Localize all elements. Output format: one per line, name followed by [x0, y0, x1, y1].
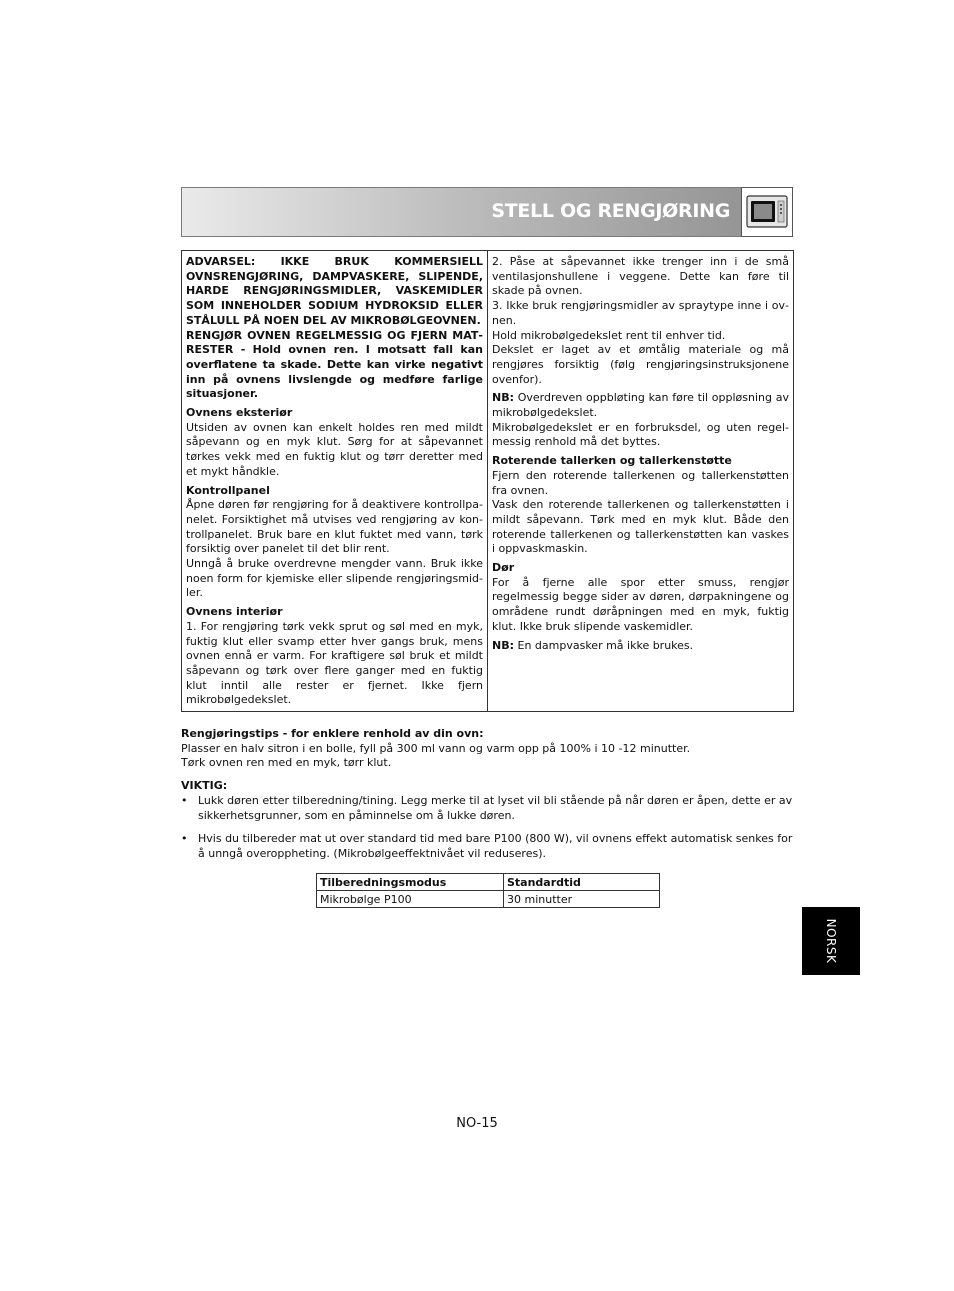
warning-text: ADVARSEL: IKKE BRUK KOMMERSIELL OVNSRENGJØRING, DAMPVASKERE, SLIPENDE, HARDE RENGJØRINGSMIDLER, VASKEMIDLER SOM INNEHOLDER SODIUM HYDROKSID ELLER STÅLULL PÅ NOEN DEL AV MIKROBØLGEOVNEN. — [186, 255, 483, 327]
turntable-text-2: Vask den roterende tallerkenen og tallerkenstøtten i mildt såpevann. Tørk med en myk klut. Både den roterende tallerkenen og tallerkenstøtten kan vaskes i oppvaskmaskin. — [492, 498, 789, 556]
column-header: Tilberedningsmodus — [317, 874, 504, 891]
exterior-heading: Ovnens eksteriør — [186, 406, 293, 420]
note-1 — [492, 391, 789, 420]
interior-text: 1. For rengjøring tørk vekk sprut og søl med en myk, fuktig klut eller svamp etter hver gangs bruk, mens ovnen ennå er varm. For kraftigere søl bruk et mildt såpevann og tørk over flere ganger med en fuktig klut inntil alle rester er fjernet. Ikke fjern mikrobølgedekslet. — [186, 619, 483, 707]
table-cell: 30 minutter — [504, 891, 660, 908]
cleaning-instructions-box — [181, 250, 794, 712]
bullet-icon: • — [181, 794, 188, 807]
table-header-row — [317, 874, 660, 891]
turntable-heading: Roterende tallerken og tallerkenstøtte — [492, 454, 732, 468]
page-title: STELL OG RENGJØRING — [491, 200, 730, 222]
right-column — [488, 251, 793, 711]
bullet-text: Hvis du tilbereder mat ut over standard tid med bare P100 (800 W), vil ovnens effekt automatisk senkes for å unngå overoppheting. (Mikrobølgeeffektnivået vil reduseres). — [198, 832, 793, 860]
control-panel-heading: Kontrollpanel — [186, 483, 270, 497]
page-number: NO-15 — [456, 1116, 498, 1131]
warning-text-2: RENGJØR OVNEN REGELMESSIG OG FJERN MATRESTER - Hold ovnen ren. I motsatt fall kan overflatene ta skade. Dette kan virke negativt inn på ovnens livslengde og medføre farlige situasjoner. — [186, 328, 483, 401]
cleaning-tips — [181, 727, 795, 771]
door-heading: Dør — [492, 561, 515, 575]
control-panel-text-2: Unngå å bruke overdrevne mengder vann. Bruk ikke noen form for kjemiske eller slipende rengjøringsmidler. — [186, 557, 483, 600]
note-2 — [492, 639, 789, 654]
table-cell: Mikrobølge P100 — [317, 891, 504, 908]
exterior-text: Utsiden av ovnen kan enkelt holdes ren med mildt såpevann og en myk klut. Sørg for at såpevannet tørkes vekk med en fuktig klut og tørr deretter med et mykt håndkle. — [186, 420, 483, 478]
note-text: En dampvasker må ikke brukes. — [514, 638, 694, 652]
microwave-icon — [741, 187, 793, 237]
note-label: NB: — [492, 391, 514, 405]
tips-line-1: Plasser en halv sitron i en bolle, fyll på 300 ml vann og varm opp på 100% i 10 -12 minutter. — [181, 741, 691, 755]
turntable-text-1: Fjern den roterende tallerkenen og tallerkenstøtten fra ovnen. — [492, 468, 789, 497]
cover-text-2: Dekslet er laget av et ømtålig materiale og må rengjøres forsiktig (følg rengjøringsinstruksjonene ovenfor). — [492, 343, 789, 386]
important-heading: VIKTIG: — [181, 779, 228, 792]
door-text: For å fjerne alle spor etter smuss, rengjør regelmessig begge sider av døren, dørpakningene og områdene rundt døråpningen med en myk, fuktig klut. Ikke bruk slipende vaskemidler. — [492, 575, 789, 633]
interior-item-2: 2. Påse at såpevannet ikke trenger inn i de små ventilasjonshullene i veggene. Dette kan føre til skade på ovnen. — [492, 255, 789, 298]
note-text: Overdreven oppbløting kan føre til oppløsning av mikrobølgedekslet. — [492, 391, 789, 420]
tips-heading: Rengjøringstips - for enklere renhold av din ovn: — [181, 727, 484, 740]
tips-line-2: Tørk ovnen ren med en myk, tørr klut. — [181, 756, 392, 770]
table-row — [317, 891, 660, 908]
column-header: Standardtid — [504, 874, 660, 891]
list-item — [181, 794, 795, 823]
cover-text-3: Mikrobølgedekslet er en forbruksdel, og uten regelmessig renhold må det byttes. — [492, 420, 789, 449]
language-tab — [802, 907, 860, 975]
language-label: NORSK — [824, 918, 838, 964]
interior-item-3: 3. Ikke bruk rengjøringsmidler av spraytype inne i ovnen. — [492, 299, 789, 327]
cover-text-1: Hold mikrobølgedekslet rent til enhver tid. — [492, 328, 726, 342]
list-item — [181, 832, 795, 861]
standard-time-table — [316, 873, 660, 908]
section-header — [181, 187, 793, 237]
bullet-icon: • — [181, 832, 188, 845]
left-column — [182, 251, 488, 711]
control-panel-text: Åpne døren før rengjøring for å deaktivere kontrollpanelet. Forsiktighet må utvises ved rengjøring av kontrollpanelet. Bruk bare en klut fuktet med vann, tørk forsiktig over panelet til det blir rent. — [186, 498, 483, 556]
important-heading-block — [181, 779, 795, 794]
interior-heading: Ovnens interiør — [186, 605, 283, 619]
bullet-text: Lukk døren etter tilberedning/tining. Legg merke til at lyset vil bli stående på når døren er åpen, dette er av sikkerhetsgrunner, som en påminnelse om å lukke døren. — [198, 794, 793, 822]
note-label: NB: — [492, 638, 514, 652]
